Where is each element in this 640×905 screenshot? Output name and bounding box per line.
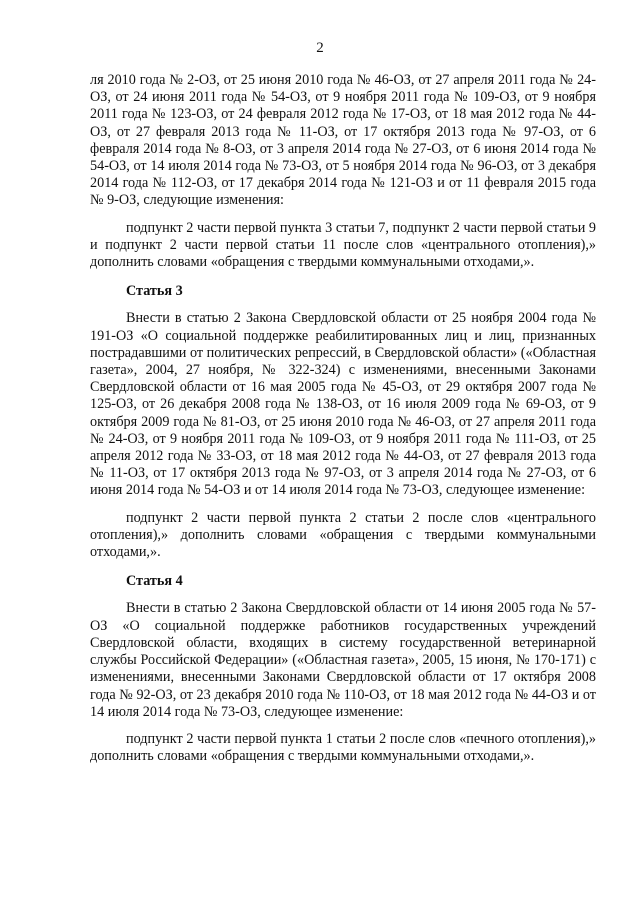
- article-4-heading: Статья 4: [126, 573, 183, 590]
- article-3-amendment: подпункт 2 части первой пункта 2 статьи 2 после слов «центрального отопления),» дополнить словами «обращения с твердыми коммунальными отходами,».: [90, 509, 596, 561]
- article-3-heading: Статья 3: [126, 283, 183, 300]
- page-number: 2: [316, 40, 324, 56]
- document-body: [90, 72, 596, 765]
- article-4-amendment: подпункт 2 части первой пункта 1 статьи 2 после слов «печного отопления),» дополнить словами «обращения с твердыми коммунальными отходами,».: [90, 730, 596, 765]
- article-4-body: Внести в статью 2 Закона Свердловской области от 14 июня 2005 года № 57-ОЗ «О социальной поддержке работников государственных учреждений Свердловской области, входящих в систему государственной ветеринарной службы Российской Федерации» («Областная газета», 2005, 15 июня, № 170-171) с изменениями, внесенными Законами Свердловской области от 17 октября 2008 года № 92-ОЗ, от 23 декабря 2010 года № 110-ОЗ, от 18 мая 2012 года № 44-ОЗ и от 14 июля 2014 года № 73-ОЗ, следующее изменение:: [90, 600, 596, 720]
- paragraph-amendment-article2: подпункт 2 части первой пункта 3 статьи 7, подпункт 2 части первой статьи 9 и подпункт 2 части первой статьи 11 после слов «центрального отопления),» дополнить словами «обращения с твердыми коммунальными отходами,».: [90, 219, 596, 271]
- paragraph-continuation: ля 2010 года № 2-ОЗ, от 25 июня 2010 года № 46-ОЗ, от 27 апреля 2011 года № 24-ОЗ, от 24 июня 2011 года № 54-ОЗ, от 9 ноября 2011 года № 109-ОЗ, от 9 ноября 2011 года № 123-ОЗ, от 24 февраля 2012 года № 17-ОЗ, от 18 мая 2012 года № 44-ОЗ, от 27 февраля 2013 года № 11-ОЗ, от 17 октября 2013 года № 97-ОЗ, от 6 февраля 2014 года № 8-ОЗ, от 3 апреля 2014 года № 27-ОЗ, от 6 июня 2014 года № 54-ОЗ, от 14 июля 2014 года № 73-ОЗ, от 5 ноября 2014 года № 96-ОЗ, от 3 декабря 2014 года № 112-ОЗ, от 17 декабря 2014 года № 121-ОЗ и от 11 февраля 2015 года № 9-ОЗ, следующие изменения:: [90, 72, 596, 209]
- article-3-body: Внести в статью 2 Закона Свердловской области от 25 ноября 2004 года № 191-ОЗ «О социальной поддержке реабилитированных лиц и лиц, признанных пострадавшими от политических репрессий, в Свердловской области» («Областная газета», 2004, 27 ноября, № 322-324) с изменениями, внесенными Законами Свердловской области от 16 мая 2005 года № 45-ОЗ, от 29 октября 2007 года № 125-ОЗ, от 26 декабря 2008 года № 138-ОЗ, от 16 июля 2009 года № 69-ОЗ, от 9 октября 2009 года № 81-ОЗ, от 25 июня 2010 года № 46-ОЗ, от 27 апреля 2011 года № 24-ОЗ, от 9 ноября 2011 года № 109-ОЗ, от 9 ноября 2011 года № 111-ОЗ, от 25 апреля 2012 года № 33-ОЗ, от 18 мая 2012 года № 44-ОЗ, от 27 февраля 2013 года № 11-ОЗ, от 17 октября 2013 года № 97-ОЗ, от 3 апреля 2014 года № 27-ОЗ, от 6 июня 2014 года № 54-ОЗ и от 14 июля 2014 года № 73-ОЗ, следующее изменение:: [90, 310, 596, 499]
